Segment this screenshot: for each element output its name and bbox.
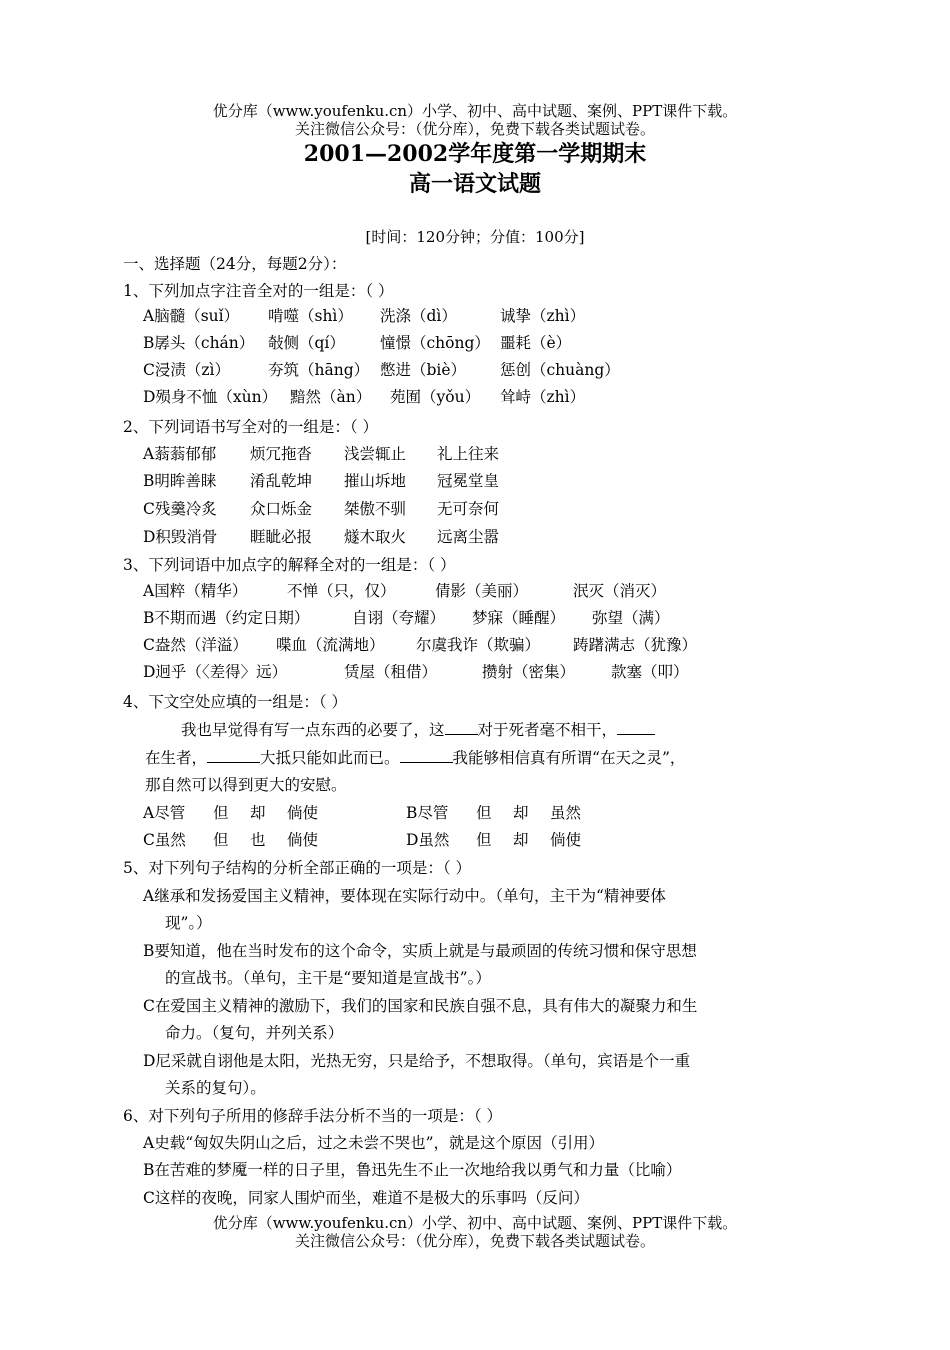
q2-option-b-item: 冠冕堂皇 [437,472,500,490]
question-6-stem: 6、对下列句子所用的修辞手法分析不当的一项是：（ ） [123,1107,503,1125]
q1-option-d-item: 苑囿（yǒu） [390,388,481,406]
q3-option-c-item: 喋血（流满地） [276,636,385,654]
footer-line-1: 优分库（www.youfenku.cn）小学、初中、高中试题、案例、PPT课件下载。 [212,1214,738,1232]
q3-option-d-item: 款塞（叩） [611,663,689,681]
q2-option-a-item: A蓊蓊郁郁 [143,445,217,463]
q1-option-a-item: A脑髓（suǐ） [143,307,240,325]
q2-option-b-item: 摧山坼地 [344,472,407,490]
q5-option-a-cont: 现”。） [165,914,212,932]
q1-option-b-item: B孱头（chán） [143,334,255,352]
question-4-stem: 4、下文空处应填的一组是：（ ） [123,693,348,711]
q4-passage-line-3: 那自然可以得到更大的安慰。 [145,776,347,794]
q2-option-d-item: 燧木取火 [344,528,407,546]
q1-option-a-item: 洗涤（dì） [380,307,457,325]
q4-passage-text: 大抵只能如此而已。 [260,749,400,767]
q3-option-a-item: 不惮（只，仅） [287,582,396,600]
q4-option-d-item: 倘使 [550,831,582,849]
q1-option-b-item: 敧侧（qí） [268,334,345,352]
q2-option-a-item: 礼上往来 [437,445,500,463]
q2-option-c-item: 无可奈何 [437,500,500,518]
q3-option-b-item: 梦寐（睡醒） [472,609,566,627]
q6-option-b: B在苦难的梦魇一样的日子里，鲁迅先生不止一次地给我以勇气和力量（比喻） [143,1161,682,1179]
q5-option-c: C在爱国主义精神的激励下，我们的国家和民族自强不息，具有伟大的凝聚力和生 [143,997,698,1015]
footer-line-2: 关注微信公众号：（优分库），免费下载各类试题试卷。 [294,1232,655,1250]
q1-option-a-item: 啃噬（shì） [268,307,353,325]
q2-option-c-item: 众口烁金 [250,500,313,518]
q4-option-a-item: A尽管 [143,804,186,822]
q2-option-a-item: 浅尝辄止 [344,445,407,463]
q4-blank [617,720,655,735]
q3-option-d-item: 赁屋（租借） [344,663,438,681]
q3-option-a-item: 泯灭（消灭） [573,582,667,600]
q5-option-b-cont: 的宣战书。（单句，主干是“要知道是宣战书”。） [165,969,491,987]
q4-passage-text: 我能够相信真有所谓“在天之灵”， [452,749,686,767]
q4-option-d-item: 却 [513,831,529,849]
header-line-2: 关注微信公众号：（优分库），免费下载各类试题试卷。 [294,120,655,138]
q2-option-c-item: C残羹冷炙 [143,500,217,518]
q4-blank [207,748,260,763]
q3-option-c-item: C盎然（洋溢） [143,636,248,654]
q1-option-c-item: 憋进（biè） [380,361,467,379]
q2-option-d-item: D积毁消骨 [143,528,218,546]
q4-blank [445,720,478,735]
q1-option-b-item: 憧憬（chōng） [380,334,490,352]
q3-option-a-item: 倩影（美丽） [435,582,529,600]
question-1-stem: 1、下列加点字注音全对的一组是：（ ） [123,282,394,300]
q4-option-b-item: B尽管 [406,804,449,822]
q4-option-c-item: 也 [250,831,266,849]
exam-title-line-1: 2001—2002学年度第一学期期末 [303,141,647,167]
q4-option-d-item: D虽然 [406,831,450,849]
q4-option-c-item: 倘使 [287,831,319,849]
q4-passage-text: 在生者， [145,749,208,767]
q4-passage-text: 对于死者毫不相干， [477,721,618,739]
q2-option-b-item: B明眸善睐 [143,472,217,490]
q3-option-d-item: D迥乎（〈差得〉远） [143,663,288,681]
q2-option-b-item: 淆乱乾坤 [250,472,313,490]
q1-option-c-item: C浸渍（zì） [143,361,230,379]
question-3-stem: 3、下列词语中加点字的解释全对的一组是：（ ） [123,556,456,574]
question-2-stem: 2、下列词语书写全对的一组是：（ ） [123,418,379,436]
q4-option-a-item: 却 [250,804,266,822]
q2-option-c-item: 桀傲不驯 [344,500,407,518]
q4-option-b-item: 虽然 [550,804,582,822]
q4-passage-text: 我也早觉得有写一点东西的必要了，这 [181,721,445,739]
q5-option-d-cont: 关系的复句）。 [165,1079,266,1097]
q5-option-b: B要知道，他在当时发布的这个命令，实质上就是与最顽固的传统习惯和保守思想 [143,942,697,960]
q4-passage-line-2 [145,748,685,768]
q3-option-c-item: 尔虞我诈（欺骗） [416,636,541,654]
q2-option-a-item: 烦冗拖沓 [250,445,313,463]
q6-option-c: C这样的夜晚，同家人围炉而坐，难道不是极大的乐事吗（反问） [143,1189,589,1207]
q5-option-c-cont: 命力。（复句，并列关系） [165,1024,344,1042]
q4-passage-line-1 [181,720,655,740]
q1-option-d-item: 黯然（àn） [290,388,372,406]
header-line-1: 优分库（www.youfenku.cn）小学、初中、高中试题、案例、PPT课件下载。 [212,102,738,120]
q4-option-b-item: 却 [513,804,529,822]
q1-option-d-item: 耸峙（zhì） [500,388,586,406]
q3-option-c-item: 踌躇满志（犹豫） [573,636,698,654]
q1-option-c-item: 惩创（chuàng） [500,361,620,379]
q5-option-a: A继承和发扬爱国主义精神，要体现在实际行动中。（单句，主干为“精神要体 [143,887,666,905]
exam-info: [时间：120分钟；分值：100分] [365,228,585,246]
q4-option-d-item: 但 [476,831,492,849]
q1-option-d-item: D殒身不恤（xùn） [143,388,278,406]
exam-title-line-2: 高一语文试题 [408,171,541,197]
q1-option-a-item: 诚挚（zhì） [500,307,586,325]
q4-option-a-item: 倘使 [287,804,319,822]
q1-option-c-item: 夯筑（hāng） [268,361,370,379]
q2-option-d-item: 睚眦必报 [250,528,313,546]
q2-option-d-item: 远离尘嚣 [437,528,500,546]
q5-option-d: D尼采就自诩他是太阳，光热无穷，只是给予，不想取得。（单句，宾语是个一重 [143,1052,691,1070]
q3-option-d-item: 攒射（密集） [482,663,576,681]
q4-blank [400,748,453,763]
q3-option-a-item: A国粹（精华） [143,582,248,600]
q4-option-c-item: 但 [213,831,229,849]
q4-option-a-item: 但 [213,804,229,822]
q3-option-b-item: B不期而遇（约定日期） [143,609,310,627]
q1-option-b-item: 噩耗（è） [500,334,572,352]
question-5-stem: 5、对下列句子结构的分析全部正确的一项是：（ ） [123,859,472,877]
q4-option-c-item: C虽然 [143,831,186,849]
q6-option-a: A史载“匈奴失阴山之后，过之未尝不哭也”，就是这个原因（引用） [143,1134,605,1152]
q3-option-b-item: 自诩（夸耀） [352,609,446,627]
section-heading: 一、选择题（24分，每题2分）： [123,255,347,273]
q4-option-b-item: 但 [476,804,492,822]
q3-option-b-item: 弥望（满） [592,609,670,627]
